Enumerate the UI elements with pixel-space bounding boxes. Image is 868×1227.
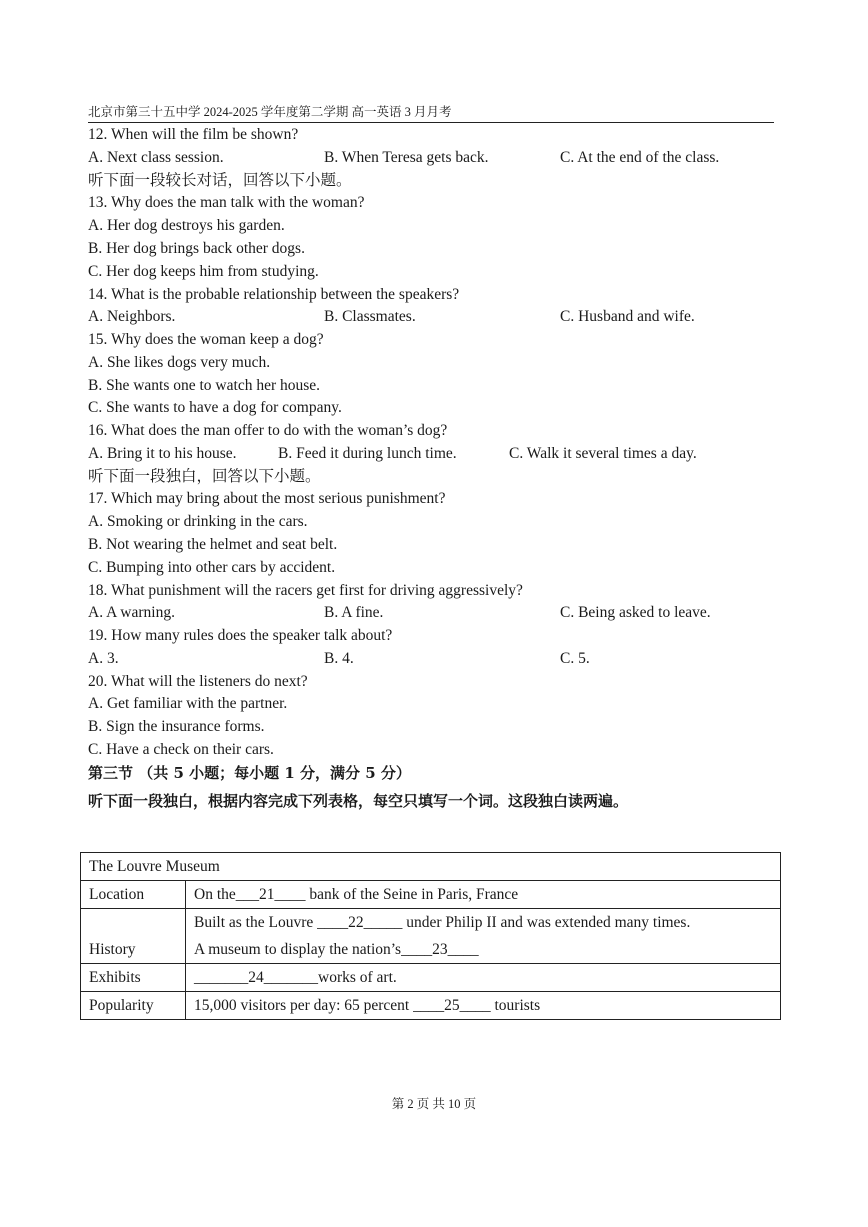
page-header: 北京市第三十五中学 2024-2025 学年度第二学期 高一英语 3 月月考 bbox=[88, 104, 774, 123]
table-row bbox=[81, 909, 781, 964]
history-line-1: Built as the Louvre ____22_____ under Philip II and was extended many times. bbox=[194, 914, 691, 931]
option-c: C. Being asked to leave. bbox=[560, 604, 711, 621]
instruction-dialogue: 听下面一段较长对话，回答以下小题。 bbox=[88, 172, 352, 189]
question-20: 20. What will the listeners do next? bbox=[88, 673, 308, 690]
option-a: A. Her dog destroys his garden. bbox=[88, 217, 285, 234]
option-b: B. A fine. bbox=[324, 604, 384, 621]
option-c: C. Walk it several times a day. bbox=[509, 445, 697, 462]
option-b: B. Classmates. bbox=[324, 308, 416, 325]
table-row bbox=[81, 992, 781, 1020]
option-a: A. A warning. bbox=[88, 604, 175, 621]
option-b: B. 4. bbox=[324, 650, 354, 667]
question-16: 16. What does the man offer to do with the woman’s dog? bbox=[88, 422, 448, 439]
table-row bbox=[81, 853, 781, 881]
option-b: B. Her dog brings back other dogs. bbox=[88, 240, 305, 257]
option-c: C. At the end of the class. bbox=[560, 149, 720, 166]
option-a: A. Next class session. bbox=[88, 149, 224, 166]
option-a: A. 3. bbox=[88, 650, 119, 667]
table-title: The Louvre Museum bbox=[81, 853, 781, 881]
question-14: 14. What is the probable relationship between the speakers? bbox=[88, 286, 460, 303]
row-label: Popularity bbox=[81, 992, 186, 1020]
row-label: History bbox=[81, 909, 186, 964]
row-label: Exhibits bbox=[81, 964, 186, 992]
exhibits-cell: _______24_______works of art. bbox=[186, 964, 781, 992]
option-a: A. Smoking or drinking in the cars. bbox=[88, 513, 308, 530]
option-a: A. She likes dogs very much. bbox=[88, 354, 271, 371]
option-a: A. Neighbors. bbox=[88, 308, 176, 325]
option-c: C. Have a check on their cars. bbox=[88, 741, 274, 758]
section-3-instruction: 听下面一段独白，根据内容完成下列表格，每空只填写一个词。这段独白读两遍。 bbox=[88, 792, 629, 810]
option-c: C. 5. bbox=[560, 650, 590, 667]
page-footer: 第 2 页 共 10 页 bbox=[391, 1097, 477, 1111]
history-line-2: A museum to display the nation’s____23____ bbox=[194, 941, 479, 958]
question-12: 12. When will the film be shown? bbox=[88, 126, 299, 143]
option-b: B. Sign the insurance forms. bbox=[88, 718, 265, 735]
option-b: B. Not wearing the helmet and seat belt. bbox=[88, 536, 338, 553]
section-3-title: 第三节 （共 5 小题；每小题 1 分，满分 5 分） bbox=[88, 764, 411, 782]
question-17: 17. Which may bring about the most serious punishment? bbox=[88, 490, 446, 507]
louvre-table bbox=[80, 852, 781, 1020]
location-cell: On the___21____ bank of the Seine in Paris, France bbox=[186, 881, 781, 909]
option-b: B. When Teresa gets back. bbox=[324, 149, 489, 166]
question-13: 13. Why does the man talk with the woman? bbox=[88, 194, 365, 211]
option-c: C. She wants to have a dog for company. bbox=[88, 399, 342, 416]
history-cell bbox=[186, 909, 781, 964]
row-label: Location bbox=[81, 881, 186, 909]
option-a: A. Get familiar with the partner. bbox=[88, 695, 288, 712]
option-b: B. She wants one to watch her house. bbox=[88, 377, 321, 394]
popularity-cell: 15,000 visitors per day: 65 percent ____25____ tourists bbox=[186, 992, 781, 1020]
question-18: 18. What punishment will the racers get first for driving aggressively? bbox=[88, 582, 523, 599]
option-c: C. Her dog keeps him from studying. bbox=[88, 263, 319, 280]
option-c: C. Husband and wife. bbox=[560, 308, 695, 325]
instruction-monologue: 听下面一段独白，回答以下小题。 bbox=[88, 468, 321, 485]
option-c: C. Bumping into other cars by accident. bbox=[88, 559, 336, 576]
question-19: 19. How many rules does the speaker talk about? bbox=[88, 627, 393, 644]
question-15: 15. Why does the woman keep a dog? bbox=[88, 331, 324, 348]
option-b: B. Feed it during lunch time. bbox=[278, 445, 457, 462]
table-row bbox=[81, 964, 781, 992]
table-row bbox=[81, 881, 781, 909]
option-a: A. Bring it to his house. bbox=[88, 445, 237, 462]
